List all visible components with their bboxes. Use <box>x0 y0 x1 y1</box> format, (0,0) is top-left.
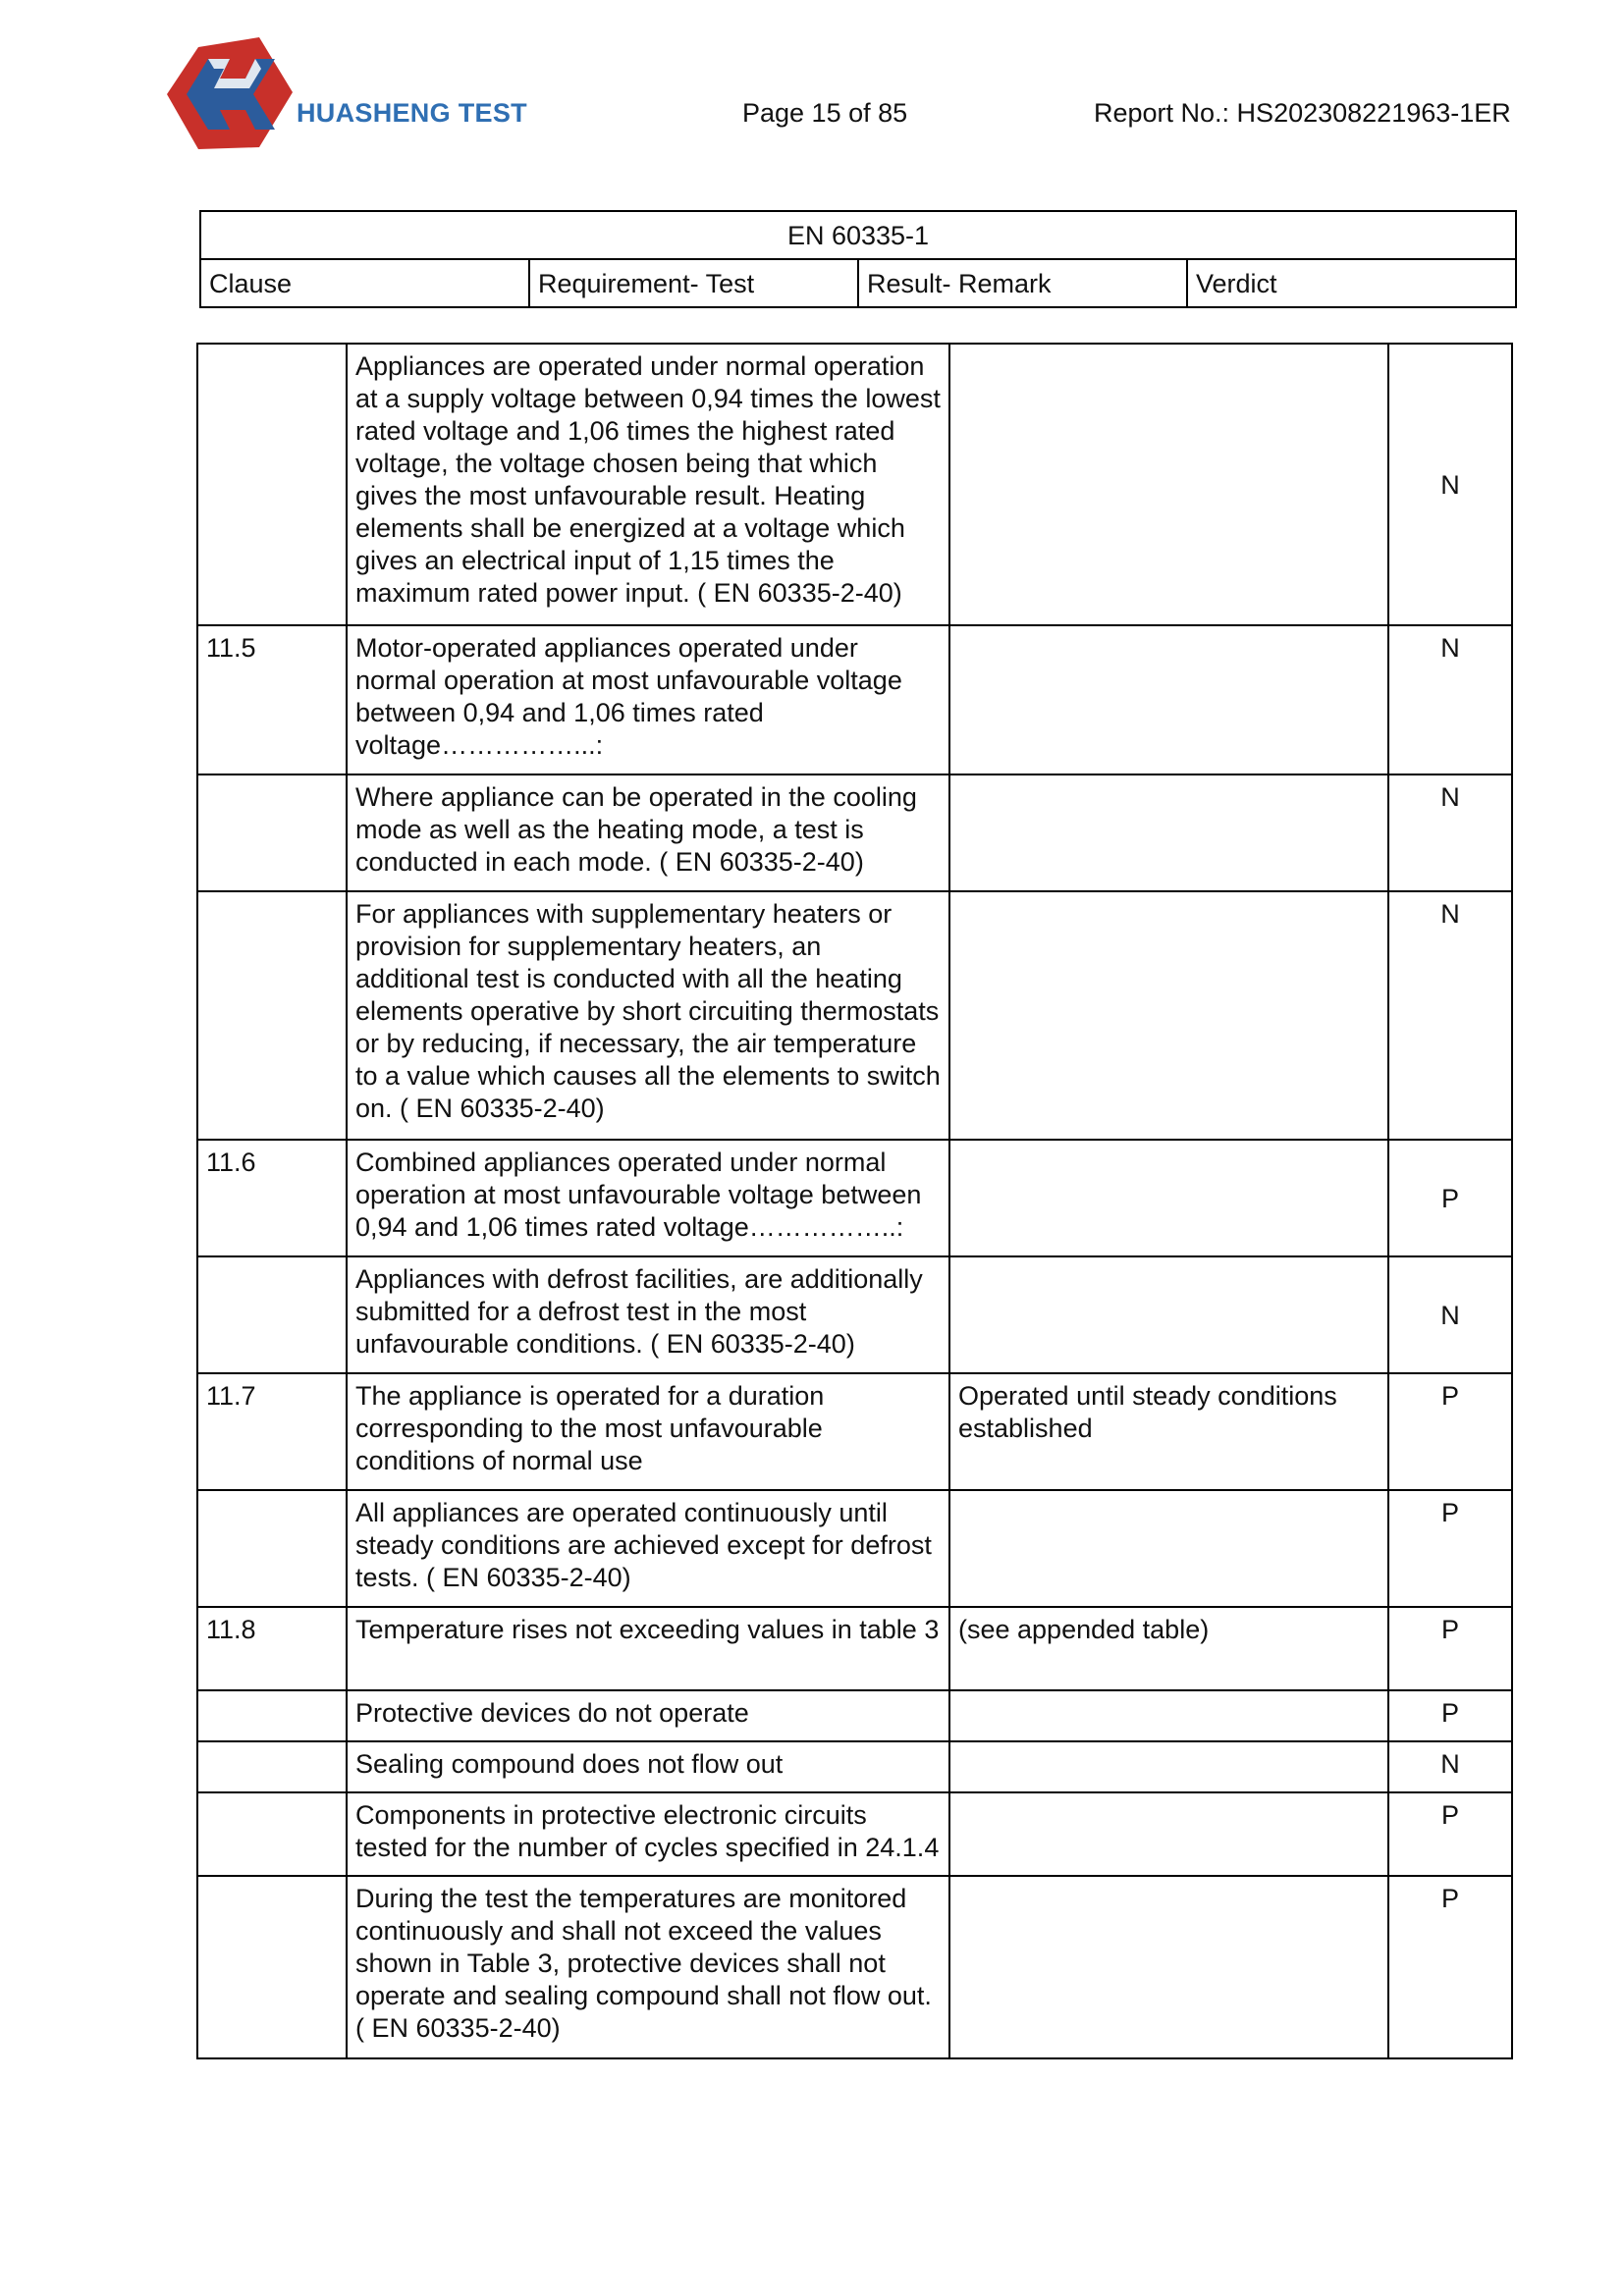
table-row <box>197 344 1512 625</box>
requirement-cell: Components in protective electronic circuits tested for the number of cycles specified in 24.1.4 <box>347 1792 949 1876</box>
clause-cell: 11.8 <box>197 1607 347 1690</box>
result-cell <box>949 891 1388 1140</box>
verdict-cell: P <box>1388 1140 1512 1256</box>
verdict-cell: P <box>1388 1690 1512 1741</box>
requirement-cell: Motor-operated appliances operated under normal operation at most unfavourable voltage between 0,94 and 1,06 times rated voltage……………...: <box>347 625 949 774</box>
verdict-cell: P <box>1388 1792 1512 1876</box>
table-row <box>197 1607 1512 1690</box>
clause-cell <box>197 1792 347 1876</box>
table-row <box>197 1373 1512 1490</box>
report-number: Report No.: HS202308221963-1ER <box>1094 98 1511 128</box>
result-cell <box>949 1792 1388 1876</box>
requirement-cell: Temperature rises not exceeding values in table 3 <box>347 1607 949 1690</box>
table-row <box>197 1140 1512 1256</box>
verdict-cell: N <box>1388 774 1512 891</box>
column-header-requirement: Requirement- Test <box>529 259 858 307</box>
requirement-cell: Appliances are operated under normal operation at a supply voltage between 0,94 times the lowest rated voltage and 1,06 times the highest rated voltage, the voltage chosen being that which gives the most unfavourable result. Heating elements shall be energized at a voltage which gives an electrical input of 1,15 times the maximum rated power input. ( EN 60335-2-40) <box>347 344 949 625</box>
result-cell <box>949 1490 1388 1607</box>
result-cell <box>949 625 1388 774</box>
standard-header-table <box>199 210 1517 308</box>
result-cell: Operated until steady conditions established <box>949 1373 1388 1490</box>
result-cell <box>949 1741 1388 1792</box>
table-row <box>197 625 1512 774</box>
table-row <box>197 1256 1512 1373</box>
result-cell <box>949 774 1388 891</box>
table-row <box>197 1792 1512 1876</box>
table-row <box>197 774 1512 891</box>
brand-name: HUASHENG TEST <box>297 98 527 128</box>
clause-cell <box>197 1876 347 2058</box>
company-logo-icon <box>165 35 295 151</box>
verdict-cell: N <box>1388 891 1512 1140</box>
table-row <box>197 1876 1512 2058</box>
page-header <box>0 0 1624 167</box>
requirement-cell: Appliances with defrost facilities, are additionally submitted for a defrost test in the most unfavourable conditions. ( EN 60335-2-40) <box>347 1256 949 1373</box>
requirement-cell: Protective devices do not operate <box>347 1690 949 1741</box>
result-cell <box>949 1256 1388 1373</box>
clause-cell <box>197 774 347 891</box>
column-header-result: Result- Remark <box>858 259 1187 307</box>
result-cell <box>949 1140 1388 1256</box>
column-header-clause: Clause <box>200 259 529 307</box>
verdict-cell: P <box>1388 1490 1512 1607</box>
requirement-cell: Sealing compound does not flow out <box>347 1741 949 1792</box>
requirement-cell: All appliances are operated continuously until steady conditions are achieved except for defrost tests. ( EN 60335-2-40) <box>347 1490 949 1607</box>
verdict-cell: N <box>1388 1741 1512 1792</box>
table-row <box>197 1741 1512 1792</box>
result-cell: (see appended table) <box>949 1607 1388 1690</box>
requirement-cell: During the test the temperatures are monitored continuously and shall not exceed the values shown in Table 3, protective devices shall not operate and sealing compound shall not flow out. ( EN 60335-2-40) <box>347 1876 949 2058</box>
clause-cell <box>197 891 347 1140</box>
result-cell <box>949 344 1388 625</box>
clause-cell: 11.5 <box>197 625 347 774</box>
clause-table <box>196 343 1513 2059</box>
clause-cell <box>197 1490 347 1607</box>
result-cell <box>949 1876 1388 2058</box>
clause-cell: 11.7 <box>197 1373 347 1490</box>
verdict-cell: N <box>1388 344 1512 625</box>
verdict-cell: P <box>1388 1607 1512 1690</box>
requirement-cell: The appliance is operated for a duration corresponding to the most unfavourable conditions of normal use <box>347 1373 949 1490</box>
standard-title: EN 60335-1 <box>200 211 1516 259</box>
verdict-cell: P <box>1388 1373 1512 1490</box>
table-row <box>197 1490 1512 1607</box>
column-header-verdict: Verdict <box>1187 259 1516 307</box>
clause-cell: 11.6 <box>197 1140 347 1256</box>
table-row <box>197 891 1512 1140</box>
clause-cell <box>197 1690 347 1741</box>
table-row <box>197 1690 1512 1741</box>
clause-cell <box>197 344 347 625</box>
verdict-cell: P <box>1388 1876 1512 2058</box>
requirement-cell: For appliances with supplementary heaters or provision for supplementary heaters, an additional test is conducted with all the heating elements operative by short circuiting thermostats or by reducing, if necessary, the air temperature to a value which causes all the elements to switch on. ( EN 60335-2-40) <box>347 891 949 1140</box>
page-number: Page 15 of 85 <box>742 98 908 128</box>
verdict-cell: N <box>1388 625 1512 774</box>
result-cell <box>949 1690 1388 1741</box>
clause-cell <box>197 1256 347 1373</box>
clause-cell <box>197 1741 347 1792</box>
verdict-cell: N <box>1388 1256 1512 1373</box>
requirement-cell: Where appliance can be operated in the cooling mode as well as the heating mode, a test is conducted in each mode. ( EN 60335-2-40) <box>347 774 949 891</box>
requirement-cell: Combined appliances operated under normal operation at most unfavourable voltage between 0,94 and 1,06 times rated voltage……………..: <box>347 1140 949 1256</box>
